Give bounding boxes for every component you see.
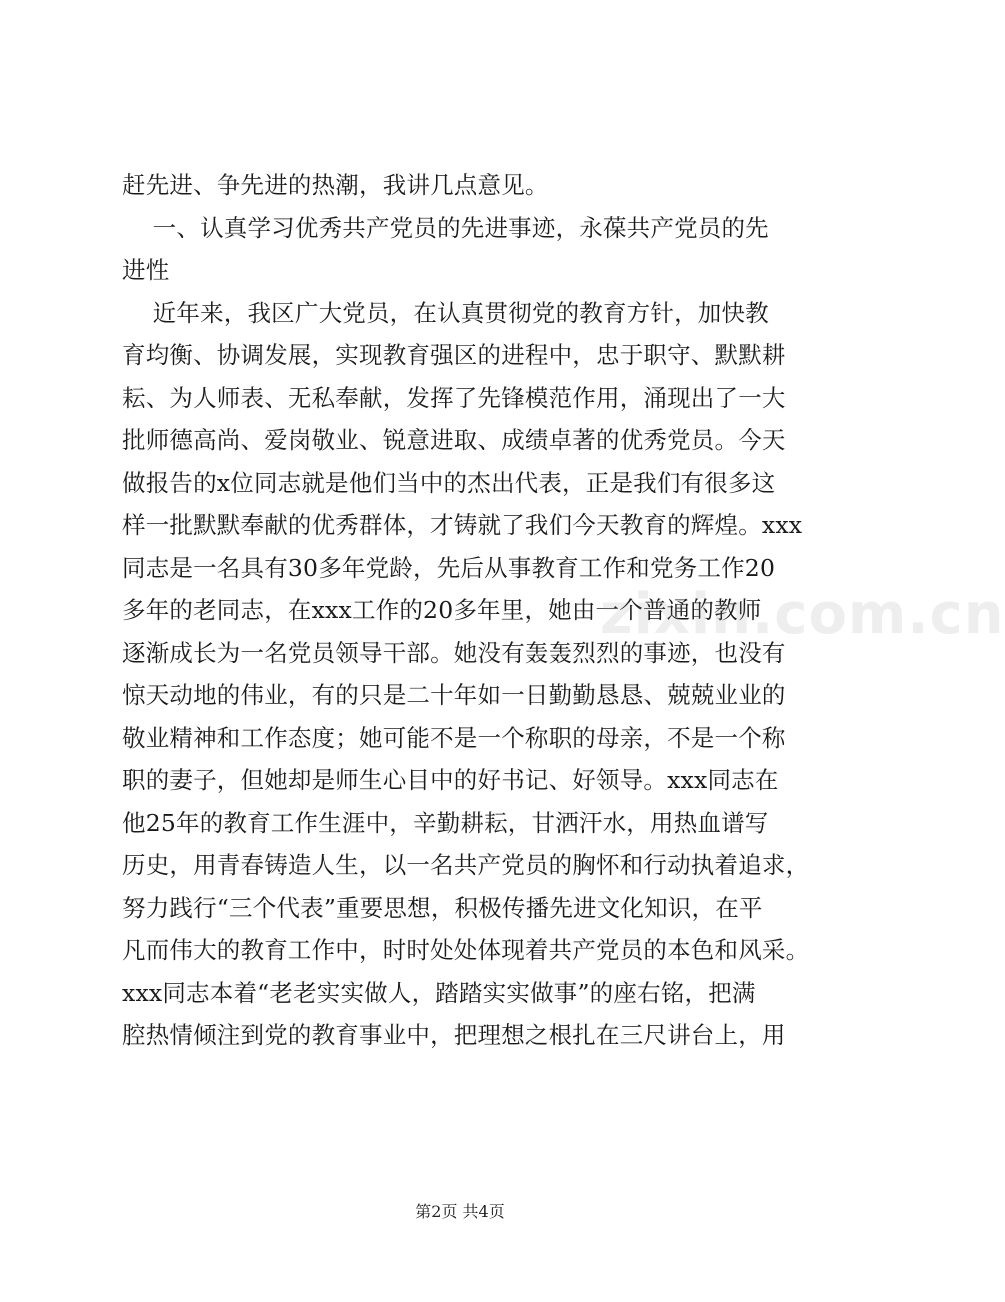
text-line: 同志是一名具有30多年党龄，先后从事教育工作和党务工作20 bbox=[122, 553, 776, 582]
text-line: 逐渐成长为一名党员领导干部。她没有轰轰烈烈的事迹，也没有 bbox=[122, 638, 786, 667]
text-line: 凡而伟大的教育工作中，时时处处体现着共产党员的本色和风采。 bbox=[122, 936, 810, 964]
text-line: 努力践行“三个代表”重要思想，积极传播先进文化知识，在平 bbox=[122, 893, 763, 922]
text-line: 多年的老同志，在xxx工作的20多年里，她由一个普通的教师 bbox=[122, 596, 762, 624]
text-line: 他25年的教育工作生涯中，辛勤耕耘，甘洒汗水，用热血谱写 bbox=[122, 808, 769, 837]
text-line: 一、认真学习优秀共产党员的先进事迹，永葆共产党员的先 bbox=[122, 213, 769, 242]
text-line: 赶先进、争先进的热潮，我讲几点意见。 bbox=[122, 171, 549, 199]
text-line: xxx同志本着“老老实实做人，踏踏实实做事”的座右铭，把满 bbox=[122, 978, 756, 1007]
text-line: 职的妻子，但她却是师生心目中的好书记、好领导。xxx同志在 bbox=[122, 766, 779, 794]
text-line: 样一批默默奉献的优秀群体，才铸就了我们今天教育的辉煌。xxx bbox=[122, 511, 803, 539]
text-line: 做报告的x位同志就是他们当中的杰出代表，正是我们有很多这 bbox=[122, 468, 776, 497]
page-footer: 第2页 共4页 bbox=[415, 1202, 505, 1221]
text-line: 耘、为人师表、无私奉献，发挥了先锋模范作用，涌现出了一大 bbox=[122, 383, 786, 412]
text-line: 历史，用青春铸造人生，以一名共产党员的胸怀和行动执着追求， bbox=[122, 851, 810, 879]
text-line: 惊天动地的伟业，有的只是二十年如一日勤勤恳恳、兢兢业业的 bbox=[122, 681, 786, 709]
text-line: 敬业精神和工作态度；她可能不是一个称职的母亲，不是一个称 bbox=[122, 723, 786, 752]
text-line: 育均衡、协调发展，实现教育强区的进程中，忠于职守、默默耕 bbox=[122, 341, 786, 369]
text-line: 近年来，我区广大党员，在认真贯彻党的教育方针，加快教 bbox=[122, 298, 769, 327]
text-line: 批师德高尚、爱岗敬业、锐意进取、成绩卓著的优秀党员。今天 bbox=[122, 426, 786, 454]
text-line: 腔热情倾注到党的教育事业中，把理想之根扎在三尺讲台上，用 bbox=[122, 1021, 786, 1049]
watermark: zixin.com.cn bbox=[600, 582, 1005, 647]
text-line: 进性 bbox=[122, 256, 170, 284]
